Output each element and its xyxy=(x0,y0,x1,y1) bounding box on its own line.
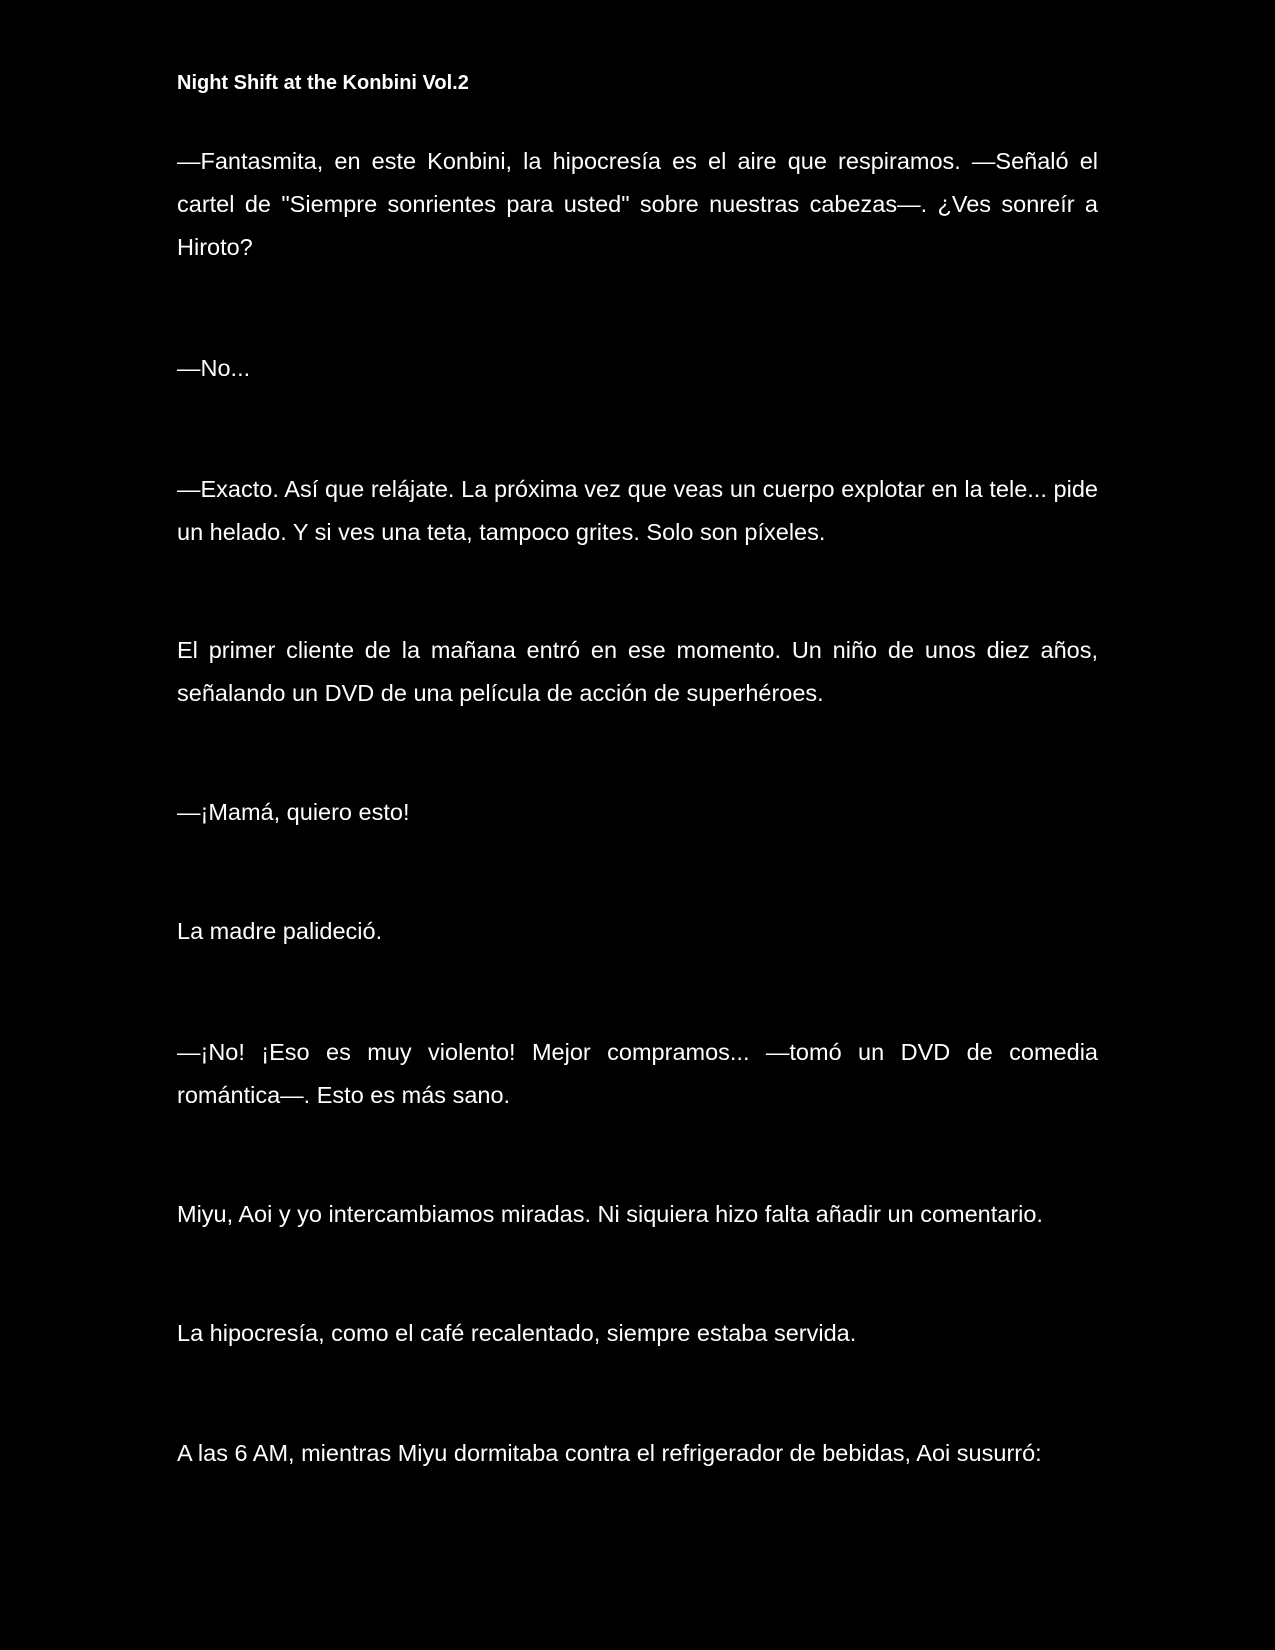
paragraph-4: El primer cliente de la mañana entró en ese momento. Un niño de unos diez años, señalando un DVD de una película de acción de superhéroes. xyxy=(177,637,1098,706)
paragraph-3: —Exacto. Así que relájate. La próxima vez que veas un cuerpo explotar en la tele... pide un helado. Y si ves una teta, tampoco grites. Solo son píxeles. xyxy=(177,476,1098,545)
paragraph-10: A las 6 AM, mientras Miyu dormitaba contra el refrigerador de bebidas, Aoi susurró: xyxy=(177,1440,1042,1466)
paragraph-8: Miyu, Aoi y yo intercambiamos miradas. Ni siquiera hizo falta añadir un comentario. xyxy=(177,1201,1043,1227)
paragraph-9: La hipocresía, como el café recalentado, siempre estaba servida. xyxy=(177,1320,857,1346)
paragraph-1: —Fantasmita, en este Konbini, la hipocresía es el aire que respiramos. —Señaló el cartel de "Siempre sonrientes para usted" sobre nuestras cabezas—. ¿Ves sonreír a Hiroto? xyxy=(177,148,1098,260)
running-header: Night Shift at the Konbini Vol.2 xyxy=(177,72,469,94)
paragraph-7: —¡No! ¡Eso es muy violento! Mejor compramos... —tomó un DVD de comedia romántica—. Esto es más sano. xyxy=(177,1039,1098,1108)
paragraph-2: —No... xyxy=(177,355,251,381)
document-page xyxy=(177,0,1098,1650)
paragraph-6: La madre palideció. xyxy=(177,918,383,944)
paragraph-5: —¡Mamá, quiero esto! xyxy=(177,799,410,825)
